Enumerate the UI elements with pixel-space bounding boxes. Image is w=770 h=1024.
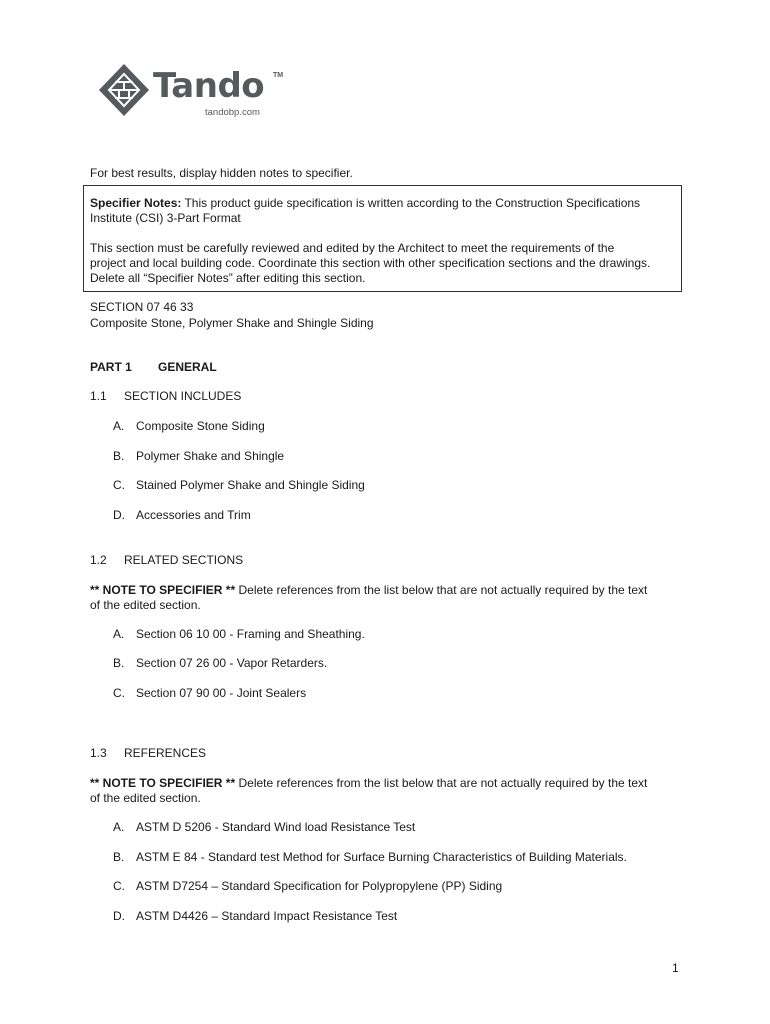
specifier-notes-line-1 <box>90 196 640 211</box>
list-item-letter: B. <box>113 656 125 670</box>
page-number: 1 <box>672 961 679 975</box>
subsection-title-1-3: REFERENCES <box>124 746 207 760</box>
list-item: ASTM D4426 – Standard Impact Resistance Test <box>136 909 398 923</box>
list-item-letter: C. <box>113 879 125 893</box>
list-item: Section 06 10 00 - Framing and Sheathing. <box>136 627 365 641</box>
list-item: Polymer Shake and Shingle <box>136 449 285 463</box>
list-item: Section 07 26 00 - Vapor Retarders. <box>136 656 328 670</box>
note-to-specifier-1-2 <box>90 583 647 598</box>
list-item: ASTM E 84 - Standard test Method for Surface Burning Characteristics of Building Materials. <box>136 850 627 864</box>
list-item-letter: A. <box>113 820 125 834</box>
specifier-notes-line-2: Institute (CSI) 3-Part Format <box>90 211 241 225</box>
note-to-specifier-1-2-line-2: of the edited section. <box>90 598 201 612</box>
subsection-number-1-3: 1.3 <box>90 746 107 760</box>
note-text: Delete references from the list below that are not actually required by the text <box>235 583 648 597</box>
specifier-notes-line-4: project and local building code. Coordinate this section with other specification sections and the drawings. <box>90 256 651 270</box>
specifier-notes-label: Specifier Notes: <box>90 196 182 210</box>
list-item-letter: D. <box>113 508 125 522</box>
list-item: Stained Polymer Shake and Shingle Siding <box>136 478 365 492</box>
list-item: Accessories and Trim <box>136 508 251 522</box>
part-number: PART 1 <box>90 360 132 374</box>
list-item-letter: A. <box>113 419 125 433</box>
logo-trademark: TM <box>273 72 284 79</box>
section-number: SECTION 07 46 33 <box>90 300 194 314</box>
note-label: ** NOTE TO SPECIFIER ** <box>90 776 236 790</box>
company-logo <box>97 62 297 122</box>
hidden-notes-hint: For best results, display hidden notes to specifier. <box>90 166 353 180</box>
specifier-notes-text: This product guide specification is written according to the Construction Specifications <box>181 196 641 210</box>
list-item: Composite Stone Siding <box>136 419 265 433</box>
list-item-letter: A. <box>113 627 125 641</box>
list-item: Section 07 90 00 - Joint Sealers <box>136 686 307 700</box>
logo-brand-name: Tando <box>153 66 265 106</box>
specifier-notes-line-3: This section must be carefully reviewed and edited by the Architect to meet the requirements of the <box>90 241 615 255</box>
list-item: ASTM D 5206 - Standard Wind load Resistance Test <box>136 820 416 834</box>
section-title: Composite Stone, Polymer Shake and Shingle Siding <box>90 316 374 330</box>
list-item: ASTM D7254 – Standard Specification for Polypropylene (PP) Siding <box>136 879 503 893</box>
subsection-title-1-1: SECTION INCLUDES <box>124 389 242 403</box>
note-to-specifier-1-3 <box>90 776 647 791</box>
part-title: GENERAL <box>158 360 217 374</box>
list-item-letter: B. <box>113 449 125 463</box>
subsection-number-1-2: 1.2 <box>90 553 107 567</box>
specifier-notes-line-5: Delete all “Specifier Notes” after editing this section. <box>90 271 366 285</box>
subsection-number-1-1: 1.1 <box>90 389 107 403</box>
list-item-letter: C. <box>113 686 125 700</box>
note-to-specifier-1-3-line-2: of the edited section. <box>90 791 201 805</box>
list-item-letter: B. <box>113 850 125 864</box>
list-item-letter: C. <box>113 478 125 492</box>
logo-url: tandobp.com <box>205 107 260 118</box>
note-text: Delete references from the list below that are not actually required by the text <box>235 776 648 790</box>
note-label: ** NOTE TO SPECIFIER ** <box>90 583 236 597</box>
list-item-letter: D. <box>113 909 125 923</box>
diamond-logo-icon <box>97 62 151 118</box>
subsection-title-1-2: RELATED SECTIONS <box>124 553 244 567</box>
